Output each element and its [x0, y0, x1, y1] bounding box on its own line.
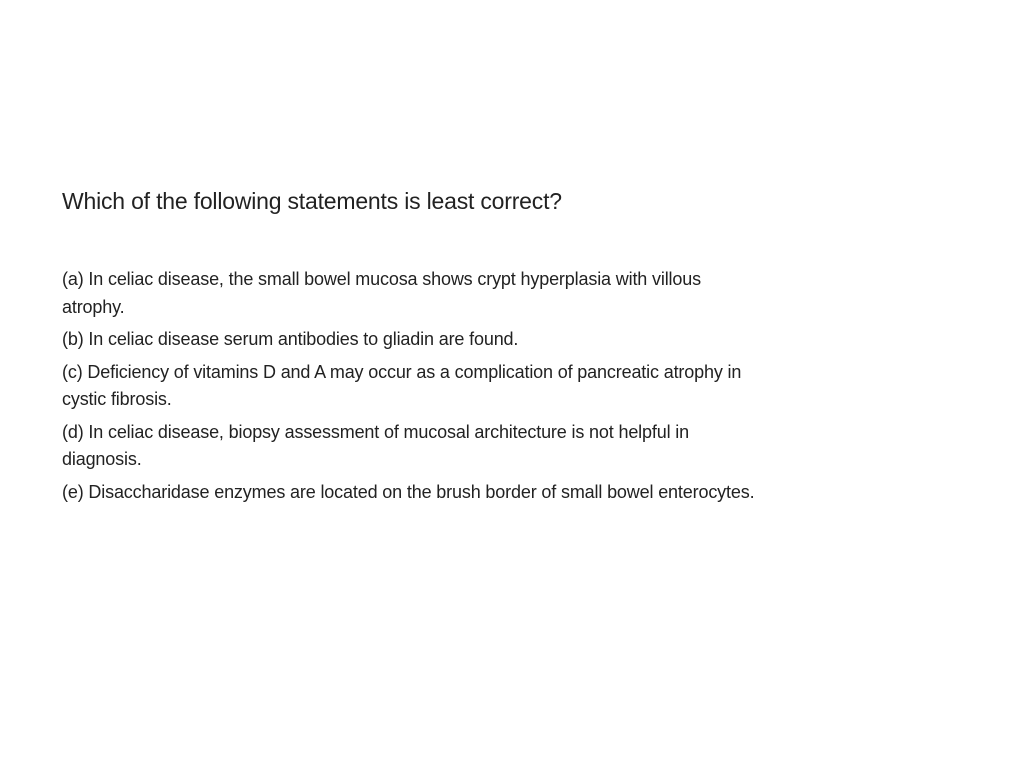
option-a: (a) In celiac disease, the small bowel mucosa shows crypt hyperplasia with villous atrophy. — [62, 269, 701, 317]
option-b: (b) In celiac disease serum antibodies to gliadin are found. — [62, 329, 519, 349]
question-text: Which of the following statements is least correct? — [62, 188, 562, 214]
option-c: (c) Deficiency of vitamins D and A may occur as a complication of pancreatic atrophy in cystic fibrosis. — [62, 361, 742, 409]
option-d: (d) In celiac disease, biopsy assessment of mucosal architecture is not helpful in diagnosis. — [62, 421, 690, 469]
options-list — [62, 266, 762, 511]
option-e: (e) Disaccharidase enzymes are located on the brush border of small bowel enterocytes. — [62, 481, 755, 502]
